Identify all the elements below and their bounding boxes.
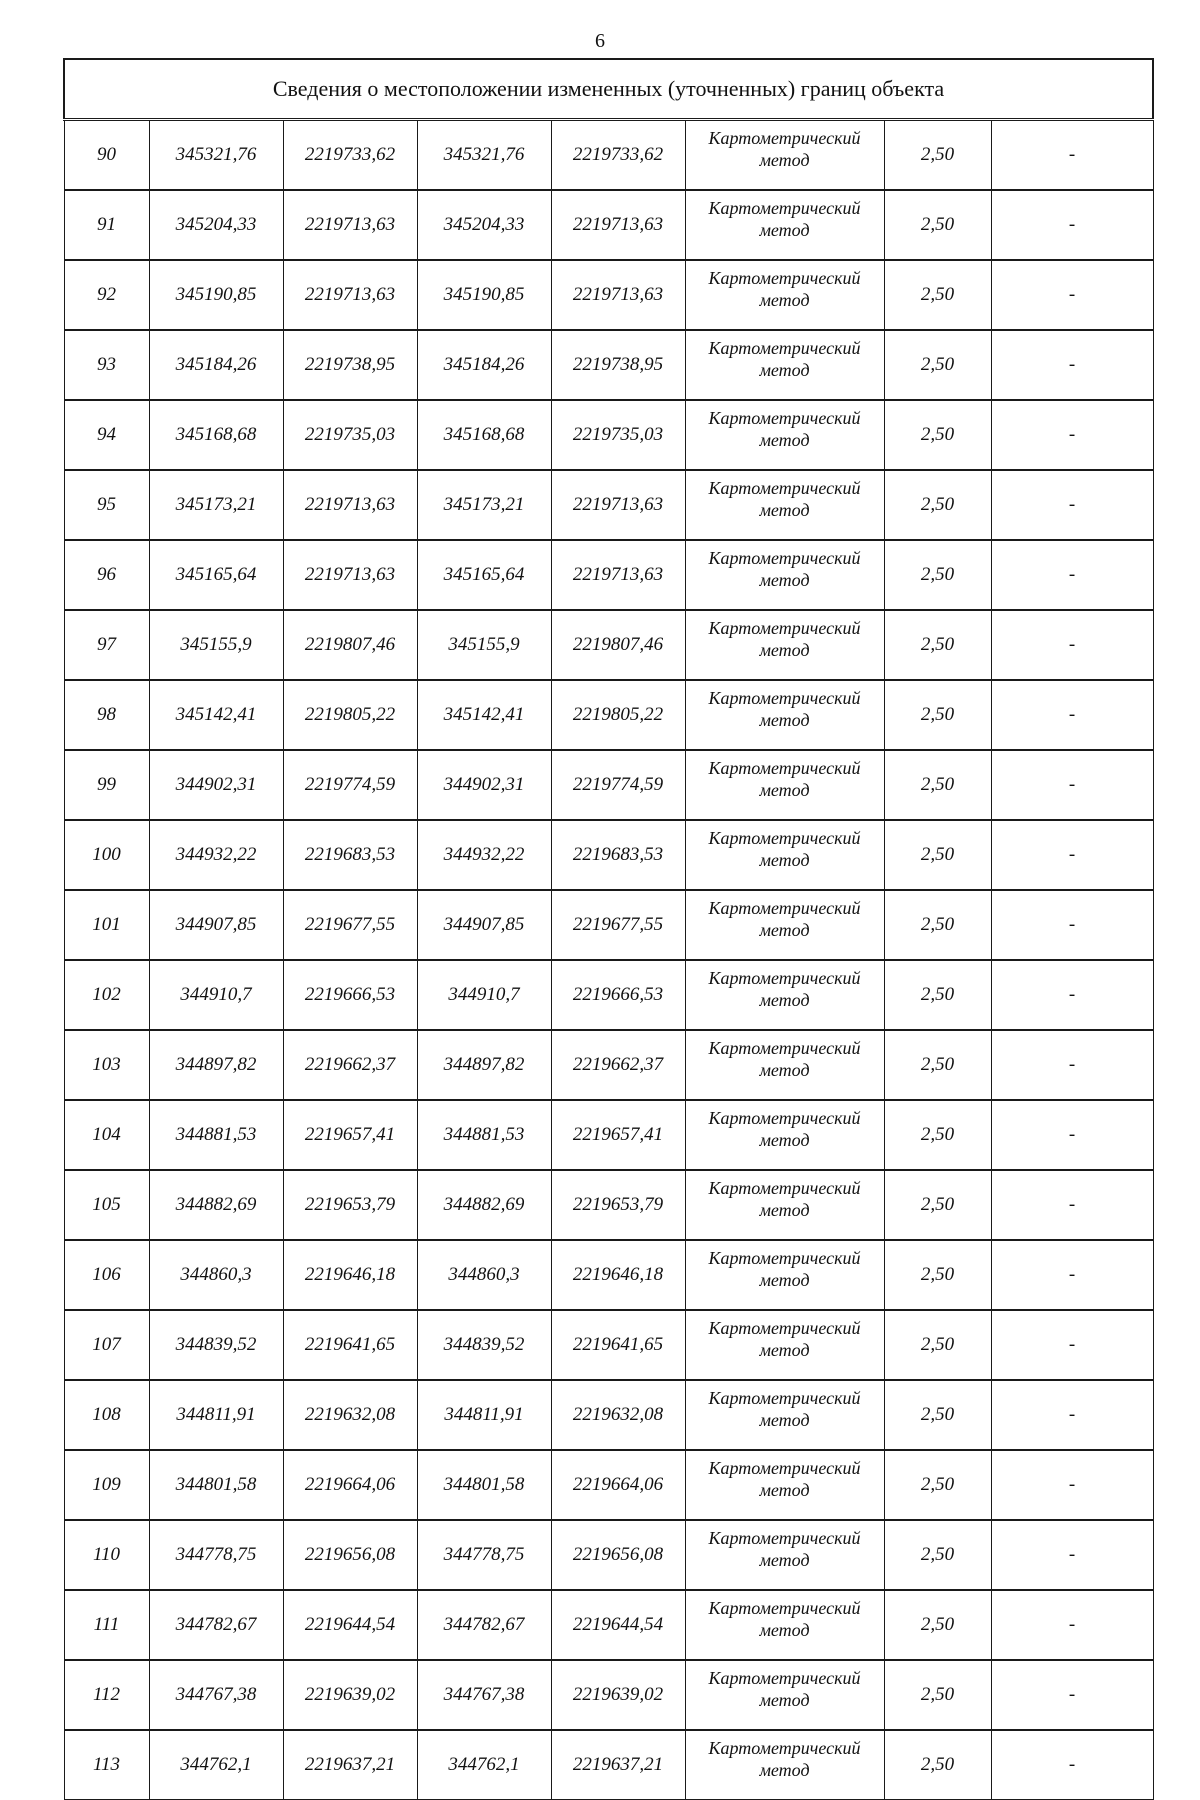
method-line-1: Картометрический	[708, 1738, 861, 1758]
method-line-2: метод	[759, 1059, 810, 1080]
refined-x-cell: 344860,3	[417, 1240, 551, 1310]
point-number-cell: 97	[64, 610, 149, 680]
method-cell	[685, 1100, 884, 1170]
note-cell: -	[991, 330, 1153, 400]
point-number-cell: 92	[64, 260, 149, 330]
method-line-1: Картометрический	[708, 1528, 861, 1548]
method-line-2: метод	[759, 1129, 810, 1150]
method-line-1: Картометрический	[708, 1318, 861, 1338]
method-cell	[685, 890, 884, 960]
refined-y-cell: 2219666,53	[551, 960, 685, 1030]
table-row	[64, 1450, 1153, 1520]
point-number-cell: 98	[64, 680, 149, 750]
refined-x-cell: 344767,38	[417, 1660, 551, 1730]
method-cell	[685, 540, 884, 610]
precision-cell: 2,50	[884, 330, 991, 400]
method-cell	[685, 260, 884, 330]
existing-x-cell: 344907,85	[149, 890, 283, 960]
point-number-cell: 108	[64, 1380, 149, 1450]
existing-y-cell: 2219683,53	[283, 820, 417, 890]
table-row	[64, 680, 1153, 750]
existing-x-cell: 345165,64	[149, 540, 283, 610]
refined-x-cell: 345190,85	[417, 260, 551, 330]
existing-y-cell: 2219733,62	[283, 120, 417, 191]
existing-x-cell: 344762,1	[149, 1730, 283, 1800]
precision-cell: 2,50	[884, 540, 991, 610]
refined-x-cell: 344762,1	[417, 1730, 551, 1800]
method-line-2: метод	[759, 779, 810, 800]
method-line-2: метод	[759, 1479, 810, 1500]
page-number: 6	[595, 30, 605, 52]
existing-y-cell: 2219807,46	[283, 610, 417, 680]
precision-cell: 2,50	[884, 1380, 991, 1450]
precision-cell: 2,50	[884, 680, 991, 750]
method-line-2: метод	[759, 1339, 810, 1360]
method-cell	[685, 820, 884, 890]
existing-x-cell: 345173,21	[149, 470, 283, 540]
refined-x-cell: 344910,7	[417, 960, 551, 1030]
method-line-1: Картометрический	[708, 1248, 861, 1268]
refined-y-cell: 2219657,41	[551, 1100, 685, 1170]
table-row	[64, 1170, 1153, 1240]
existing-y-cell: 2219677,55	[283, 890, 417, 960]
method-line-1: Картометрический	[708, 898, 861, 918]
table-row	[64, 960, 1153, 1030]
refined-x-cell: 344778,75	[417, 1520, 551, 1590]
note-cell: -	[991, 260, 1153, 330]
note-cell: -	[991, 1520, 1153, 1590]
existing-y-cell: 2219641,65	[283, 1310, 417, 1380]
refined-y-cell: 2219713,63	[551, 260, 685, 330]
point-number-cell: 94	[64, 400, 149, 470]
method-line-1: Картометрический	[708, 1458, 861, 1478]
point-number-cell: 110	[64, 1520, 149, 1590]
refined-x-cell: 344782,67	[417, 1590, 551, 1660]
existing-y-cell: 2219774,59	[283, 750, 417, 820]
method-line-1: Картометрический	[708, 268, 861, 288]
method-line-2: метод	[759, 429, 810, 450]
refined-x-cell: 344801,58	[417, 1450, 551, 1520]
method-line-1: Картометрический	[708, 688, 861, 708]
refined-x-cell: 345321,76	[417, 120, 551, 191]
existing-x-cell: 344801,58	[149, 1450, 283, 1520]
method-line-2: метод	[759, 1759, 810, 1780]
precision-cell: 2,50	[884, 1450, 991, 1520]
method-line-2: метод	[759, 289, 810, 310]
existing-x-cell: 344860,3	[149, 1240, 283, 1310]
refined-x-cell: 344811,91	[417, 1380, 551, 1450]
table-row	[64, 1240, 1153, 1310]
refined-y-cell: 2219677,55	[551, 890, 685, 960]
point-number-cell: 113	[64, 1730, 149, 1800]
refined-y-cell: 2219713,63	[551, 540, 685, 610]
precision-cell: 2,50	[884, 610, 991, 680]
existing-y-cell: 2219639,02	[283, 1660, 417, 1730]
table-row	[64, 610, 1153, 680]
method-line-2: метод	[759, 989, 810, 1010]
method-line-2: метод	[759, 359, 810, 380]
method-line-2: метод	[759, 149, 810, 170]
refined-y-cell: 2219807,46	[551, 610, 685, 680]
method-cell	[685, 190, 884, 260]
precision-cell: 2,50	[884, 890, 991, 960]
note-cell: -	[991, 540, 1153, 610]
point-number-cell: 96	[64, 540, 149, 610]
method-line-1: Картометрический	[708, 128, 861, 148]
point-number-cell: 104	[64, 1100, 149, 1170]
table-row	[64, 1380, 1153, 1450]
precision-cell: 2,50	[884, 750, 991, 820]
note-cell: -	[991, 1310, 1153, 1380]
method-cell	[685, 1730, 884, 1800]
existing-x-cell: 344767,38	[149, 1660, 283, 1730]
method-line-1: Картометрический	[708, 548, 861, 568]
refined-y-cell: 2219632,08	[551, 1380, 685, 1450]
existing-x-cell: 344932,22	[149, 820, 283, 890]
method-line-1: Картометрический	[708, 1388, 861, 1408]
refined-x-cell: 345165,64	[417, 540, 551, 610]
refined-x-cell: 345168,68	[417, 400, 551, 470]
existing-y-cell: 2219805,22	[283, 680, 417, 750]
existing-y-cell: 2219646,18	[283, 1240, 417, 1310]
existing-y-cell: 2219656,08	[283, 1520, 417, 1590]
existing-x-cell: 344778,75	[149, 1520, 283, 1590]
precision-cell: 2,50	[884, 1240, 991, 1310]
table-row	[64, 120, 1153, 191]
precision-cell: 2,50	[884, 1590, 991, 1660]
table-row	[64, 400, 1153, 470]
refined-y-cell: 2219713,63	[551, 470, 685, 540]
refined-y-cell: 2219637,21	[551, 1730, 685, 1800]
precision-cell: 2,50	[884, 820, 991, 890]
table-title: Сведения о местоположении измененных (уточненных) границ объекта	[64, 59, 1153, 120]
existing-y-cell: 2219735,03	[283, 400, 417, 470]
refined-y-cell: 2219805,22	[551, 680, 685, 750]
refined-y-cell: 2219733,62	[551, 120, 685, 191]
method-line-1: Картометрический	[708, 828, 861, 848]
method-cell	[685, 750, 884, 820]
precision-cell: 2,50	[884, 120, 991, 191]
boundary-table-container	[63, 58, 1152, 1800]
note-cell: -	[991, 1030, 1153, 1100]
existing-x-cell: 345190,85	[149, 260, 283, 330]
precision-cell: 2,50	[884, 1520, 991, 1590]
note-cell: -	[991, 1380, 1153, 1450]
point-number-cell: 102	[64, 960, 149, 1030]
method-cell	[685, 400, 884, 470]
precision-cell: 2,50	[884, 1100, 991, 1170]
method-line-2: метод	[759, 919, 810, 940]
note-cell: -	[991, 960, 1153, 1030]
existing-x-cell: 345155,9	[149, 610, 283, 680]
method-cell	[685, 680, 884, 750]
existing-x-cell: 344811,91	[149, 1380, 283, 1450]
method-cell	[685, 470, 884, 540]
refined-y-cell: 2219656,08	[551, 1520, 685, 1590]
existing-x-cell: 344881,53	[149, 1100, 283, 1170]
table-row	[64, 1310, 1153, 1380]
point-number-cell: 109	[64, 1450, 149, 1520]
refined-x-cell: 344839,52	[417, 1310, 551, 1380]
method-line-2: метод	[759, 499, 810, 520]
point-number-cell: 112	[64, 1660, 149, 1730]
refined-y-cell: 2219653,79	[551, 1170, 685, 1240]
note-cell: -	[991, 1590, 1153, 1660]
refined-x-cell: 344902,31	[417, 750, 551, 820]
existing-x-cell: 345184,26	[149, 330, 283, 400]
method-line-1: Картометрический	[708, 198, 861, 218]
refined-y-cell: 2219738,95	[551, 330, 685, 400]
method-line-2: метод	[759, 569, 810, 590]
note-cell: -	[991, 1730, 1153, 1800]
method-line-2: метод	[759, 709, 810, 730]
note-cell: -	[991, 1660, 1153, 1730]
refined-y-cell: 2219774,59	[551, 750, 685, 820]
method-cell	[685, 1380, 884, 1450]
refined-x-cell: 345155,9	[417, 610, 551, 680]
refined-x-cell: 344932,22	[417, 820, 551, 890]
precision-cell: 2,50	[884, 960, 991, 1030]
precision-cell: 2,50	[884, 1660, 991, 1730]
table-row	[64, 470, 1153, 540]
refined-y-cell: 2219646,18	[551, 1240, 685, 1310]
existing-y-cell: 2219632,08	[283, 1380, 417, 1450]
precision-cell: 2,50	[884, 470, 991, 540]
note-cell: -	[991, 680, 1153, 750]
method-cell	[685, 1520, 884, 1590]
point-number-cell: 105	[64, 1170, 149, 1240]
table-body	[64, 120, 1153, 1800]
refined-y-cell: 2219713,63	[551, 190, 685, 260]
precision-cell: 2,50	[884, 1170, 991, 1240]
point-number-cell: 90	[64, 120, 149, 191]
point-number-cell: 99	[64, 750, 149, 820]
table-row	[64, 1520, 1153, 1590]
point-number-cell: 95	[64, 470, 149, 540]
method-line-1: Картометрический	[708, 1038, 861, 1058]
method-line-2: метод	[759, 849, 810, 870]
point-number-cell: 103	[64, 1030, 149, 1100]
method-line-1: Картометрический	[708, 968, 861, 988]
existing-y-cell: 2219666,53	[283, 960, 417, 1030]
precision-cell: 2,50	[884, 1030, 991, 1100]
method-line-1: Картометрический	[708, 1668, 861, 1688]
point-number-cell: 107	[64, 1310, 149, 1380]
existing-y-cell: 2219657,41	[283, 1100, 417, 1170]
method-line-2: метод	[759, 1199, 810, 1220]
table-row	[64, 890, 1153, 960]
note-cell: -	[991, 120, 1153, 191]
table-row	[64, 1100, 1153, 1170]
method-line-1: Картометрический	[708, 1178, 861, 1198]
point-number-cell: 91	[64, 190, 149, 260]
refined-y-cell: 2219683,53	[551, 820, 685, 890]
method-cell	[685, 1170, 884, 1240]
existing-y-cell: 2219637,21	[283, 1730, 417, 1800]
existing-y-cell: 2219713,63	[283, 470, 417, 540]
method-line-1: Картометрический	[708, 1108, 861, 1128]
note-cell: -	[991, 470, 1153, 540]
method-line-2: метод	[759, 1409, 810, 1430]
existing-x-cell: 344782,67	[149, 1590, 283, 1660]
refined-x-cell: 344897,82	[417, 1030, 551, 1100]
method-line-2: метод	[759, 639, 810, 660]
existing-x-cell: 344882,69	[149, 1170, 283, 1240]
existing-y-cell: 2219713,63	[283, 190, 417, 260]
existing-y-cell: 2219664,06	[283, 1450, 417, 1520]
point-number-cell: 93	[64, 330, 149, 400]
boundary-coordinates-table	[63, 58, 1154, 1800]
note-cell: -	[991, 1170, 1153, 1240]
refined-y-cell: 2219641,65	[551, 1310, 685, 1380]
method-cell	[685, 1450, 884, 1520]
existing-x-cell: 344910,7	[149, 960, 283, 1030]
refined-y-cell: 2219662,37	[551, 1030, 685, 1100]
note-cell: -	[991, 820, 1153, 890]
note-cell: -	[991, 1240, 1153, 1310]
refined-x-cell: 345173,21	[417, 470, 551, 540]
table-row	[64, 260, 1153, 330]
method-cell	[685, 1660, 884, 1730]
table-row	[64, 190, 1153, 260]
refined-x-cell: 345204,33	[417, 190, 551, 260]
method-line-1: Картометрический	[708, 338, 861, 358]
precision-cell: 2,50	[884, 400, 991, 470]
refined-y-cell: 2219664,06	[551, 1450, 685, 1520]
method-line-1: Картометрический	[708, 478, 861, 498]
method-cell	[685, 1030, 884, 1100]
table-row	[64, 750, 1153, 820]
table-row	[64, 820, 1153, 890]
existing-y-cell: 2219662,37	[283, 1030, 417, 1100]
note-cell: -	[991, 610, 1153, 680]
method-line-1: Картометрический	[708, 408, 861, 428]
note-cell: -	[991, 750, 1153, 820]
precision-cell: 2,50	[884, 1310, 991, 1380]
table-row	[64, 1730, 1153, 1800]
existing-y-cell: 2219738,95	[283, 330, 417, 400]
method-line-2: метод	[759, 219, 810, 240]
existing-y-cell: 2219713,63	[283, 260, 417, 330]
note-cell: -	[991, 1100, 1153, 1170]
existing-x-cell: 345142,41	[149, 680, 283, 750]
existing-y-cell: 2219644,54	[283, 1590, 417, 1660]
table-row	[64, 540, 1153, 610]
method-line-2: метод	[759, 1549, 810, 1570]
note-cell: -	[991, 190, 1153, 260]
point-number-cell: 100	[64, 820, 149, 890]
refined-x-cell: 344882,69	[417, 1170, 551, 1240]
precision-cell: 2,50	[884, 190, 991, 260]
method-cell	[685, 1590, 884, 1660]
table-row	[64, 1030, 1153, 1100]
existing-x-cell: 345168,68	[149, 400, 283, 470]
refined-y-cell: 2219735,03	[551, 400, 685, 470]
point-number-cell: 106	[64, 1240, 149, 1310]
method-line-2: метод	[759, 1619, 810, 1640]
point-number-cell: 111	[64, 1590, 149, 1660]
note-cell: -	[991, 890, 1153, 960]
refined-x-cell: 344881,53	[417, 1100, 551, 1170]
existing-y-cell: 2219713,63	[283, 540, 417, 610]
method-cell	[685, 330, 884, 400]
point-number-cell: 101	[64, 890, 149, 960]
refined-y-cell: 2219644,54	[551, 1590, 685, 1660]
refined-x-cell: 345142,41	[417, 680, 551, 750]
refined-x-cell: 345184,26	[417, 330, 551, 400]
table-row	[64, 1660, 1153, 1730]
method-line-1: Картометрический	[708, 1598, 861, 1618]
existing-x-cell: 345204,33	[149, 190, 283, 260]
existing-x-cell: 344839,52	[149, 1310, 283, 1380]
note-cell: -	[991, 400, 1153, 470]
table-row	[64, 1590, 1153, 1660]
refined-x-cell: 344907,85	[417, 890, 551, 960]
refined-y-cell: 2219639,02	[551, 1660, 685, 1730]
precision-cell: 2,50	[884, 260, 991, 330]
precision-cell: 2,50	[884, 1730, 991, 1800]
method-cell	[685, 120, 884, 191]
method-line-2: метод	[759, 1269, 810, 1290]
existing-x-cell: 344897,82	[149, 1030, 283, 1100]
note-cell: -	[991, 1450, 1153, 1520]
table-row	[64, 330, 1153, 400]
method-cell	[685, 610, 884, 680]
method-cell	[685, 960, 884, 1030]
existing-y-cell: 2219653,79	[283, 1170, 417, 1240]
method-cell	[685, 1240, 884, 1310]
method-line-1: Картометрический	[708, 758, 861, 778]
existing-x-cell: 345321,76	[149, 120, 283, 191]
method-cell	[685, 1310, 884, 1380]
method-line-2: метод	[759, 1689, 810, 1710]
existing-x-cell: 344902,31	[149, 750, 283, 820]
method-line-1: Картометрический	[708, 618, 861, 638]
